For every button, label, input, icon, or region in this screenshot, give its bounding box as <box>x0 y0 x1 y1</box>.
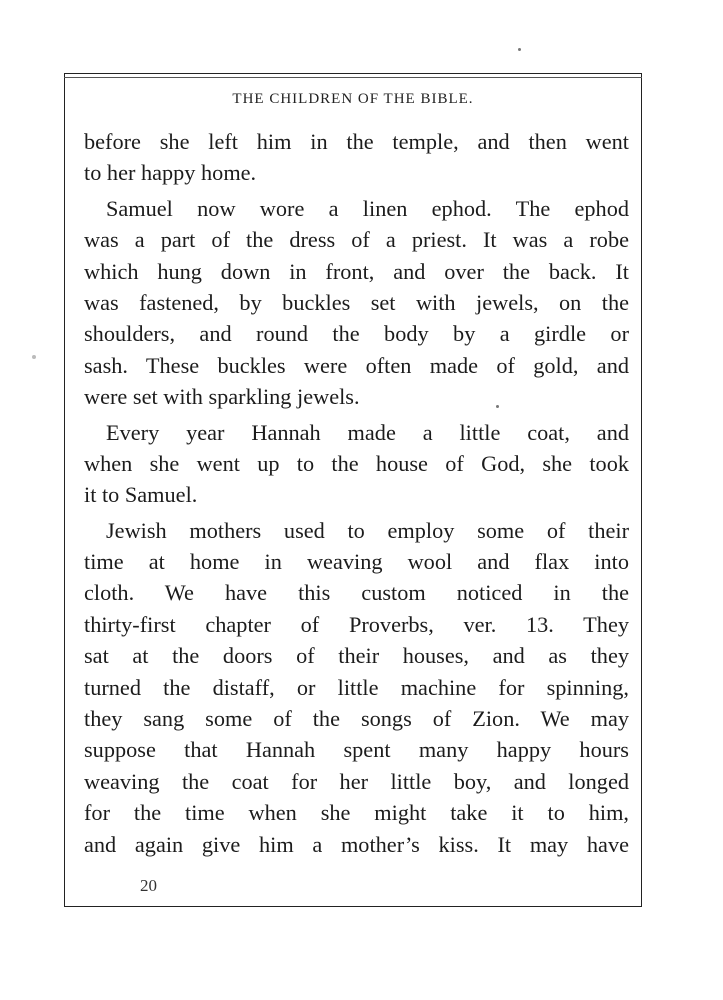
text-line: Samuel now wore a linen ephod. The ephod <box>106 195 629 221</box>
text-line: to her happy home. <box>84 160 257 186</box>
text-line: for the time when she might take it to him, <box>84 800 629 826</box>
print-speck <box>518 48 521 51</box>
text-line: cloth. We have this custom noticed in the <box>84 580 629 606</box>
text-line: shoulders, and round the body by a girdle or <box>84 321 629 347</box>
text-line: thirty-first chapter of Proverbs, ver. 13. They <box>84 611 629 637</box>
text-line: Every year Hannah made a little coat, and <box>106 419 629 445</box>
print-speck <box>496 405 499 408</box>
text-line: was a part of the dress of a priest. It was a robe <box>84 227 629 253</box>
body-text <box>84 126 629 860</box>
text-line: turned the distaff, or little machine for spinning, <box>84 674 629 700</box>
header-rule <box>64 77 642 78</box>
running-head: THE CHILDREN OF THE BIBLE. <box>232 91 474 107</box>
text-line: sat at the doors of their houses, and as they <box>84 643 629 669</box>
text-line: time at home in weaving wool and flax into <box>84 549 629 575</box>
print-speck <box>32 355 36 359</box>
text-line: weaving the coat for her little boy, and longed <box>84 768 629 794</box>
text-line: Jewish mothers used to employ some of their <box>106 517 629 543</box>
text-line: sash. These buckles were often made of gold, and <box>84 352 629 378</box>
text-line: were set with sparkling jewels. <box>84 384 360 410</box>
text-line: they sang some of the songs of Zion. We may <box>84 706 629 732</box>
text-line: and again give him a mother’s kiss. It may have <box>84 831 629 857</box>
text-line: when she went up to the house of God, she took <box>84 450 629 476</box>
page-number: 20 <box>140 876 157 895</box>
text-line: before she left him in the temple, and then went <box>84 129 629 154</box>
text-line: was fastened, by buckles set with jewels, on the <box>84 289 629 315</box>
text-line: which hung down in front, and over the back. It <box>84 258 629 284</box>
text-line: suppose that Hannah spent many happy hours <box>84 737 629 763</box>
text-line: it to Samuel. <box>84 482 198 508</box>
